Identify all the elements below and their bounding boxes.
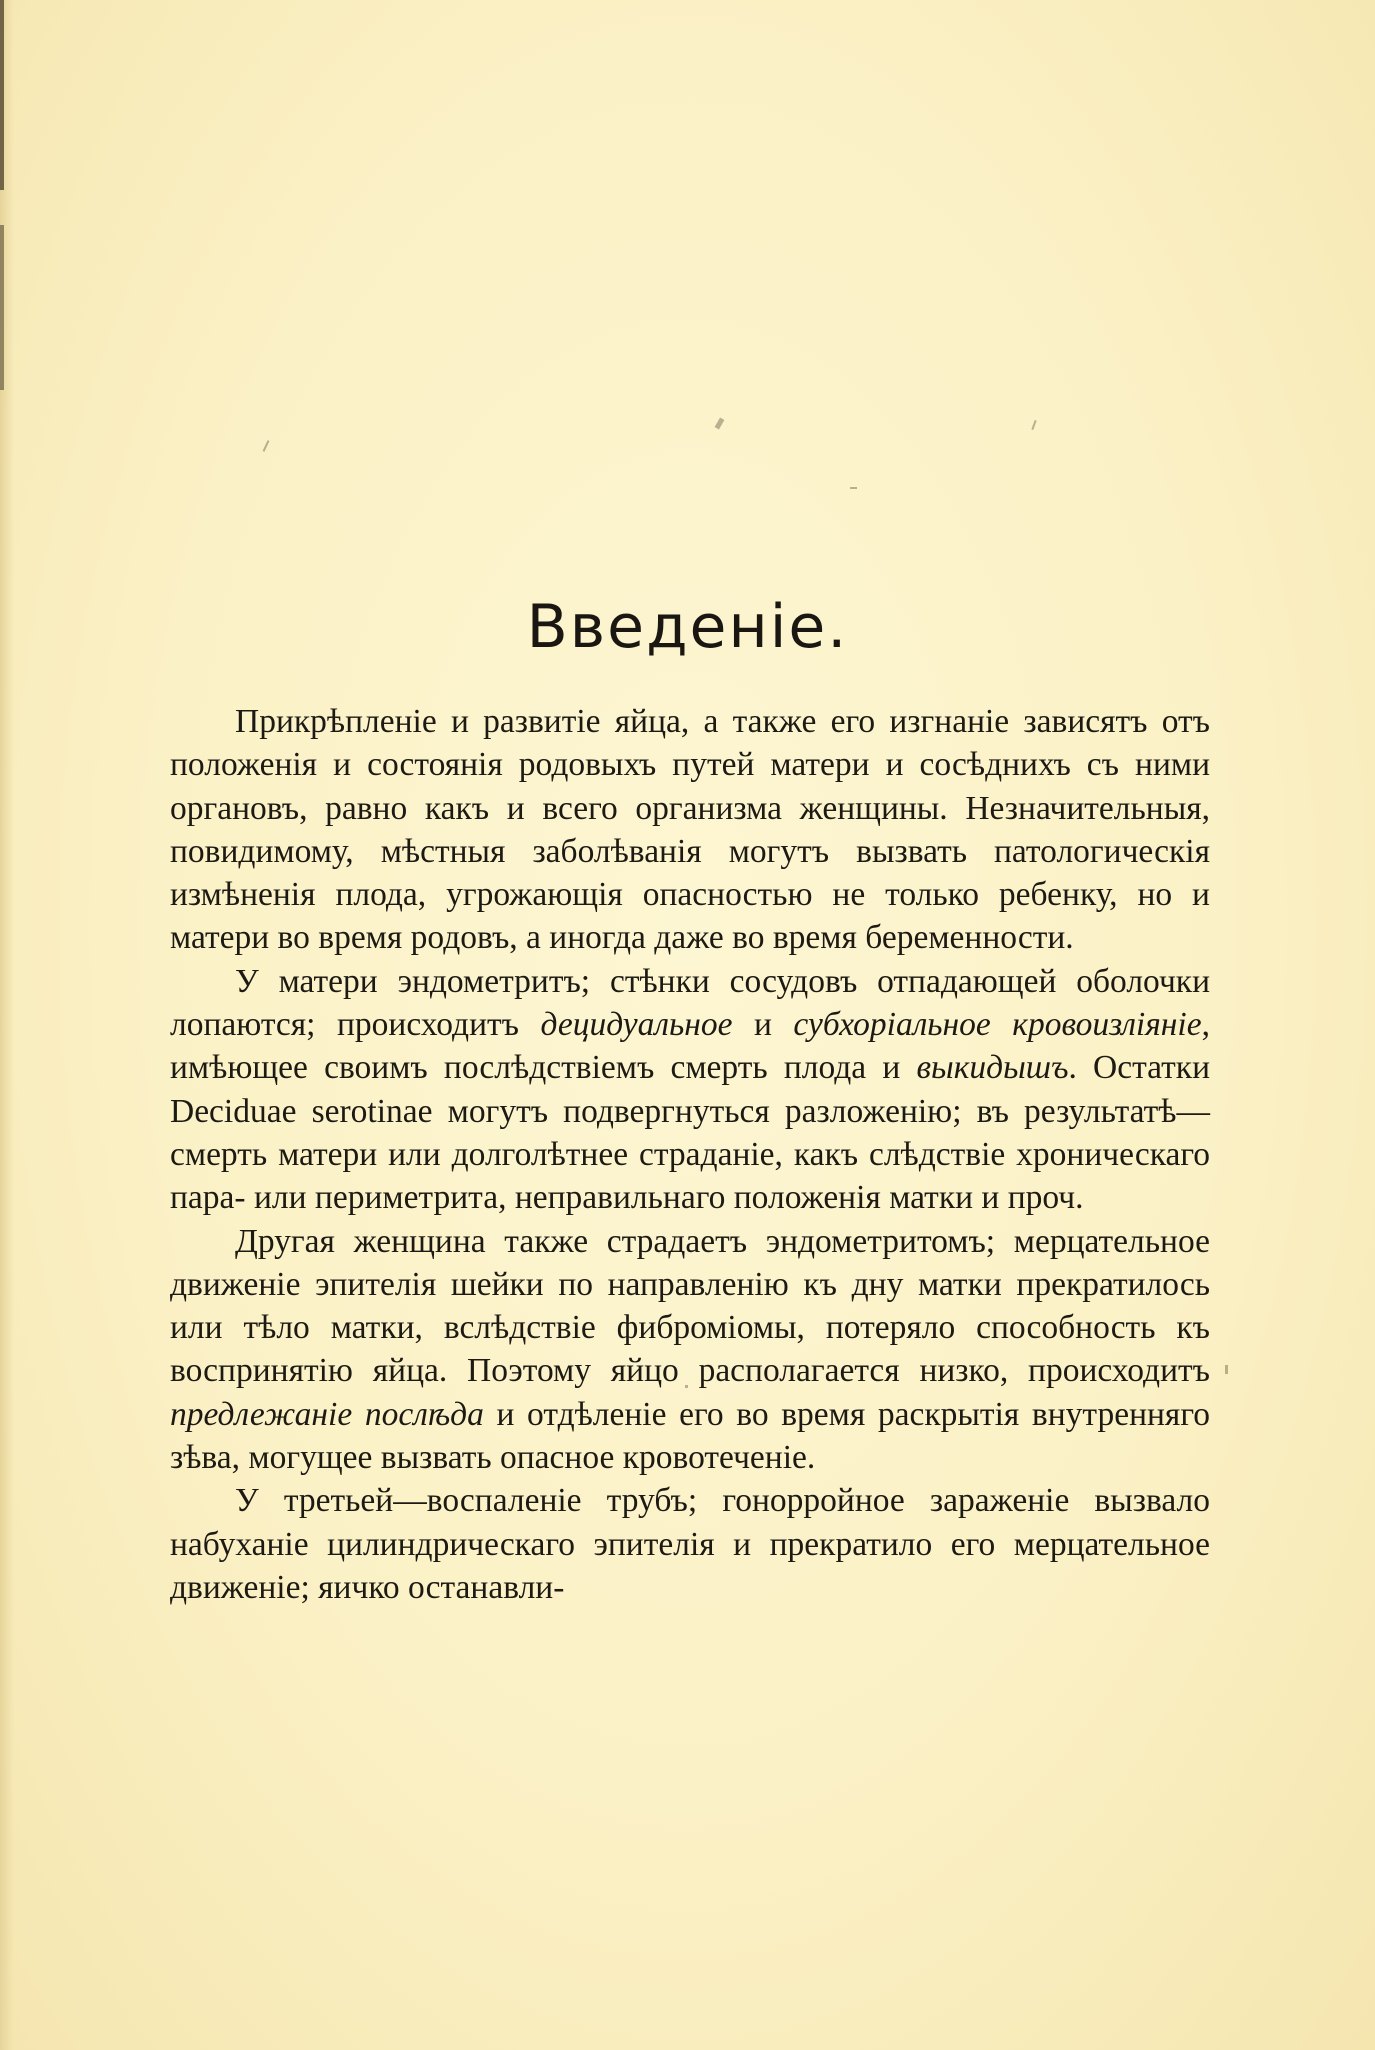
paragraph <box>170 960 1210 1220</box>
italic-term: предлежаніе послѣда <box>170 1395 484 1433</box>
italic-term: субхоріальное кровоизліяніе <box>793 1006 1202 1044</box>
text-run: Другая женщина также страдаетъ эндометритомъ; мерцательное движеніе эпителія шейки по направленію къ дну матки прекратилось или тѣло матки, вслѣдствіе фиброміомы, потеряло способность къ воспринятію яйца. Поэтому яйцо располагается низко, происходитъ <box>170 1222 1210 1390</box>
text-run: Прикрѣпленіе и развитіе яйца, а также его изгнаніе зависятъ отъ положенія и состоянія родовыхъ путей матери и сосѣднихъ съ ними органовъ, равно какъ и всего организма женщины. Незначительныя, повидимому, мѣстныя заболѣванія могутъ вызвать патологическія измѣненія плода, угрожающія опасностью не только ребенку, но и матери во время родовъ, а иногда даже во время беременности. <box>170 703 1210 957</box>
italic-term: децидуальное <box>540 1006 733 1044</box>
paper-speck <box>850 487 857 489</box>
paper-speck <box>263 440 270 452</box>
paragraph <box>170 1479 1210 1609</box>
text-run: У матери эндометритъ; стѣнки сосудовъ отпадающей оболочки лопаются; происходитъ <box>170 962 1210 1044</box>
italic-term: выкидышъ <box>916 1049 1069 1087</box>
paper-speck <box>715 417 725 429</box>
paper-speck <box>1031 420 1036 430</box>
text-run: и <box>732 1006 794 1044</box>
text-run: , имѣющее своимъ послѣдствіемъ смерть плода и <box>170 1006 1210 1087</box>
text-run: У третьей—воспаленіе трубъ; гонорройное зараженіе вызвало набуханіе цилиндрическаго эпителія и прекратило его мерцательное движеніе; яичко останавли- <box>170 1482 1210 1606</box>
text-run: и отдѣленіе его во время раскрытія внутренняго зѣва, могущее вызвать опасное кровотеченіе. <box>170 1395 1210 1477</box>
binding-mark <box>0 0 4 190</box>
paragraph <box>170 1220 1210 1480</box>
text-run: . Остатки Deciduae serotinae могутъ подвергнуться разложенію; въ результатѣ—смерть матери или долголѣтнее страданіе, какъ слѣдствіе хроническаго пара- или периметрита, неправильнаго положенія матки и проч. <box>170 1049 1210 1217</box>
paper-speck <box>1225 1365 1228 1374</box>
binding-mark <box>0 225 4 390</box>
body-text <box>170 700 1210 1609</box>
chapter-title: Введеніе. <box>526 592 849 662</box>
paragraph <box>170 700 1210 960</box>
